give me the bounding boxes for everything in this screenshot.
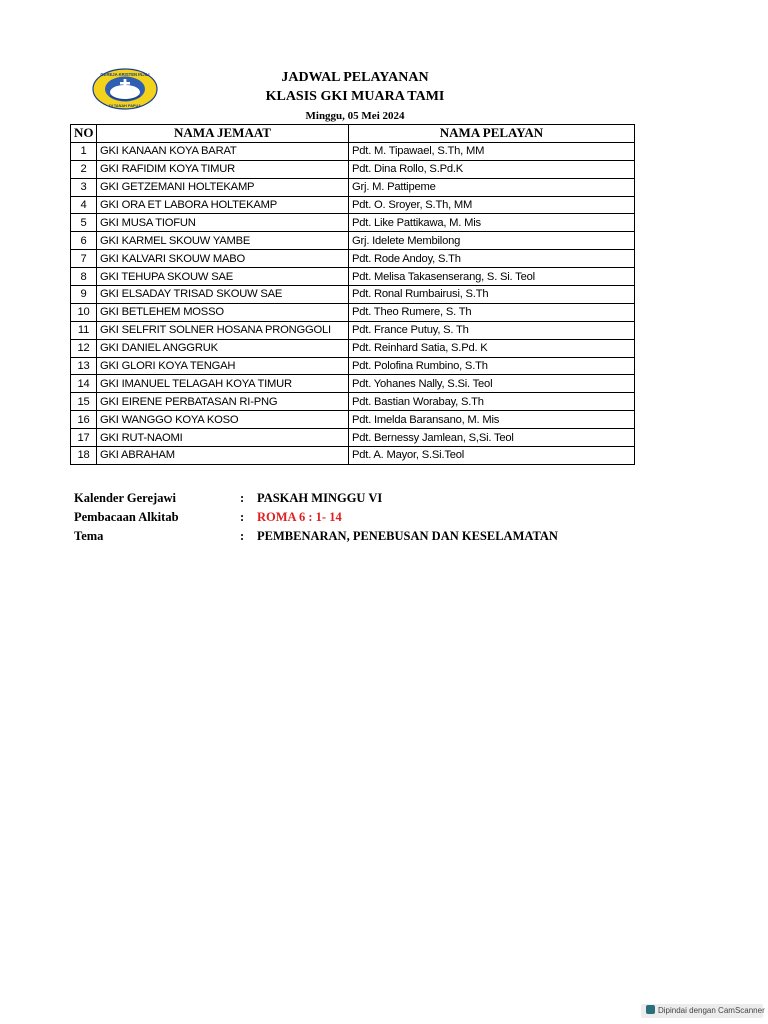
cell-nama-jemaat: GKI GETZEMANI HOLTEKAMP <box>97 178 349 196</box>
table-header-row <box>71 125 635 143</box>
cell-no: 16 <box>71 411 97 429</box>
table-row <box>71 214 635 232</box>
cell-no: 17 <box>71 429 97 447</box>
table-row <box>71 250 635 268</box>
table-row <box>71 411 635 429</box>
cell-nama-pelayan: Pdt. O. Sroyer, S.Th, MM <box>349 196 635 214</box>
gki-logo <box>92 68 158 110</box>
info-colon: : <box>240 491 245 505</box>
table-row <box>71 268 635 286</box>
info-value: PEMBENARAN, PENEBUSAN DAN KESELAMATAN <box>257 529 558 543</box>
cell-nama-jemaat: GKI TEHUPA SKOUW SAE <box>97 268 349 286</box>
cell-no: 6 <box>71 232 97 250</box>
info-colon: : <box>240 529 245 543</box>
camscanner-icon <box>646 1005 655 1014</box>
cell-nama-jemaat: GKI EIRENE PERBATASAN RI-PNG <box>97 393 349 411</box>
schedule-table <box>70 124 635 465</box>
table-row <box>71 321 635 339</box>
table-row <box>71 178 635 196</box>
info-label: Pembacaan Alkitab <box>74 510 179 524</box>
header-no: NO <box>71 125 97 143</box>
info-row <box>74 527 558 546</box>
cell-no: 13 <box>71 357 97 375</box>
cell-nama-jemaat: GKI DANIEL ANGGRUK <box>97 339 349 357</box>
doc-title: JADWAL PELAYANAN <box>281 70 429 85</box>
cell-nama-pelayan: Grj. Idelete Membilong <box>349 232 635 250</box>
cell-nama-pelayan: Pdt. Dina Rollo, S.Pd.K <box>349 160 635 178</box>
info-row <box>74 489 558 508</box>
cell-nama-pelayan: Pdt. Polofina Rumbino, S.Th <box>349 357 635 375</box>
table-row <box>71 429 635 447</box>
cell-nama-pelayan: Pdt. Yohanes Nally, S.Si. Teol <box>349 375 635 393</box>
table-row <box>71 160 635 178</box>
cell-nama-jemaat: GKI WANGGO KOYA KOSO <box>97 411 349 429</box>
cell-no: 12 <box>71 339 97 357</box>
info-value: ROMA 6 : 1- 14 <box>257 510 342 524</box>
table-body <box>71 142 635 464</box>
service-info <box>74 489 558 546</box>
cell-nama-jemaat: GKI ORA ET LABORA HOLTEKAMP <box>97 196 349 214</box>
info-row <box>74 508 558 527</box>
cell-nama-pelayan: Pdt. Like Pattikawa, M. Mis <box>349 214 635 232</box>
doc-date: Minggu, 05 Mei 2024 <box>305 110 405 122</box>
header-nama-pelayan: NAMA PELAYAN <box>349 125 635 143</box>
cell-nama-jemaat: GKI KARMEL SKOUW YAMBE <box>97 232 349 250</box>
cell-nama-jemaat: GKI MUSA TIOFUN <box>97 214 349 232</box>
cell-no: 1 <box>71 142 97 160</box>
cell-nama-pelayan: Pdt. Bastian Worabay, S.Th <box>349 393 635 411</box>
cell-nama-pelayan: Pdt. Theo Rumere, S. Th <box>349 303 635 321</box>
table-row <box>71 142 635 160</box>
cell-nama-jemaat: GKI IMANUEL TELAGAH KOYA TIMUR <box>97 375 349 393</box>
cell-nama-jemaat: GKI RAFIDIM KOYA TIMUR <box>97 160 349 178</box>
cell-nama-jemaat: GKI GLORI KOYA TENGAH <box>97 357 349 375</box>
cell-nama-jemaat: GKI ABRAHAM <box>97 447 349 465</box>
cell-nama-jemaat: GKI SELFRIT SOLNER HOSANA PRONGGOLI <box>97 321 349 339</box>
cell-nama-pelayan: Pdt. Melisa Takasenserang, S. Si. Teol <box>349 268 635 286</box>
cell-nama-pelayan: Pdt. A. Mayor, S.Si.Teol <box>349 447 635 465</box>
logo-text-bottom: DI TANAH PAPUA <box>109 104 141 108</box>
cell-no: 18 <box>71 447 97 465</box>
cell-nama-jemaat: GKI ELSADAY TRISAD SKOUW SAE <box>97 286 349 304</box>
cell-no: 4 <box>71 196 97 214</box>
cell-nama-pelayan: Pdt. M. Tipawael, S.Th, MM <box>349 142 635 160</box>
table-row <box>71 232 635 250</box>
info-colon: : <box>240 510 245 524</box>
info-label: Kalender Gerejawi <box>74 491 176 505</box>
cell-no: 7 <box>71 250 97 268</box>
table-row <box>71 375 635 393</box>
cell-nama-jemaat: GKI BETLEHEM MOSSO <box>97 303 349 321</box>
cell-nama-pelayan: Pdt. Imelda Baransano, M. Mis <box>349 411 635 429</box>
cell-nama-pelayan: Grj. M. Pattipeme <box>349 178 635 196</box>
cell-no: 8 <box>71 268 97 286</box>
info-label: Tema <box>74 529 104 543</box>
cell-nama-pelayan: Pdt. Reinhard Satia, S.Pd. K <box>349 339 635 357</box>
cell-nama-pelayan: Pdt. Bernessy Jamlean, S,Si. Teol <box>349 429 635 447</box>
cell-no: 9 <box>71 286 97 304</box>
cell-nama-pelayan: Pdt. Rode Andoy, S.Th <box>349 250 635 268</box>
table-row <box>71 447 635 465</box>
header-nama-jemaat: NAMA JEMAAT <box>97 125 349 143</box>
camscanner-watermark <box>641 1004 763 1018</box>
table-row <box>71 393 635 411</box>
cell-no: 2 <box>71 160 97 178</box>
cell-no: 11 <box>71 321 97 339</box>
camscanner-text: Dipindai dengan CamScanner <box>658 1006 765 1015</box>
table-row <box>71 286 635 304</box>
cell-no: 10 <box>71 303 97 321</box>
table-row <box>71 339 635 357</box>
doc-subtitle: KLASIS GKI MUARA TAMI <box>265 89 445 104</box>
logo-text-top: GEREJA KRISTEN INJILI <box>100 72 150 77</box>
cell-no: 5 <box>71 214 97 232</box>
cell-nama-pelayan: Pdt. Ronal Rumbairusi, S.Th <box>349 286 635 304</box>
table-row <box>71 196 635 214</box>
cell-nama-jemaat: GKI KANAAN KOYA BARAT <box>97 142 349 160</box>
info-value: PASKAH MINGGU VI <box>257 491 383 505</box>
cell-nama-jemaat: GKI KALVARI SKOUW MABO <box>97 250 349 268</box>
table-row <box>71 303 635 321</box>
cell-no: 3 <box>71 178 97 196</box>
cell-no: 14 <box>71 375 97 393</box>
cell-nama-pelayan: Pdt. France Putuy, S. Th <box>349 321 635 339</box>
cell-no: 15 <box>71 393 97 411</box>
table-row <box>71 357 635 375</box>
cell-nama-jemaat: GKI RUT-NAOMI <box>97 429 349 447</box>
